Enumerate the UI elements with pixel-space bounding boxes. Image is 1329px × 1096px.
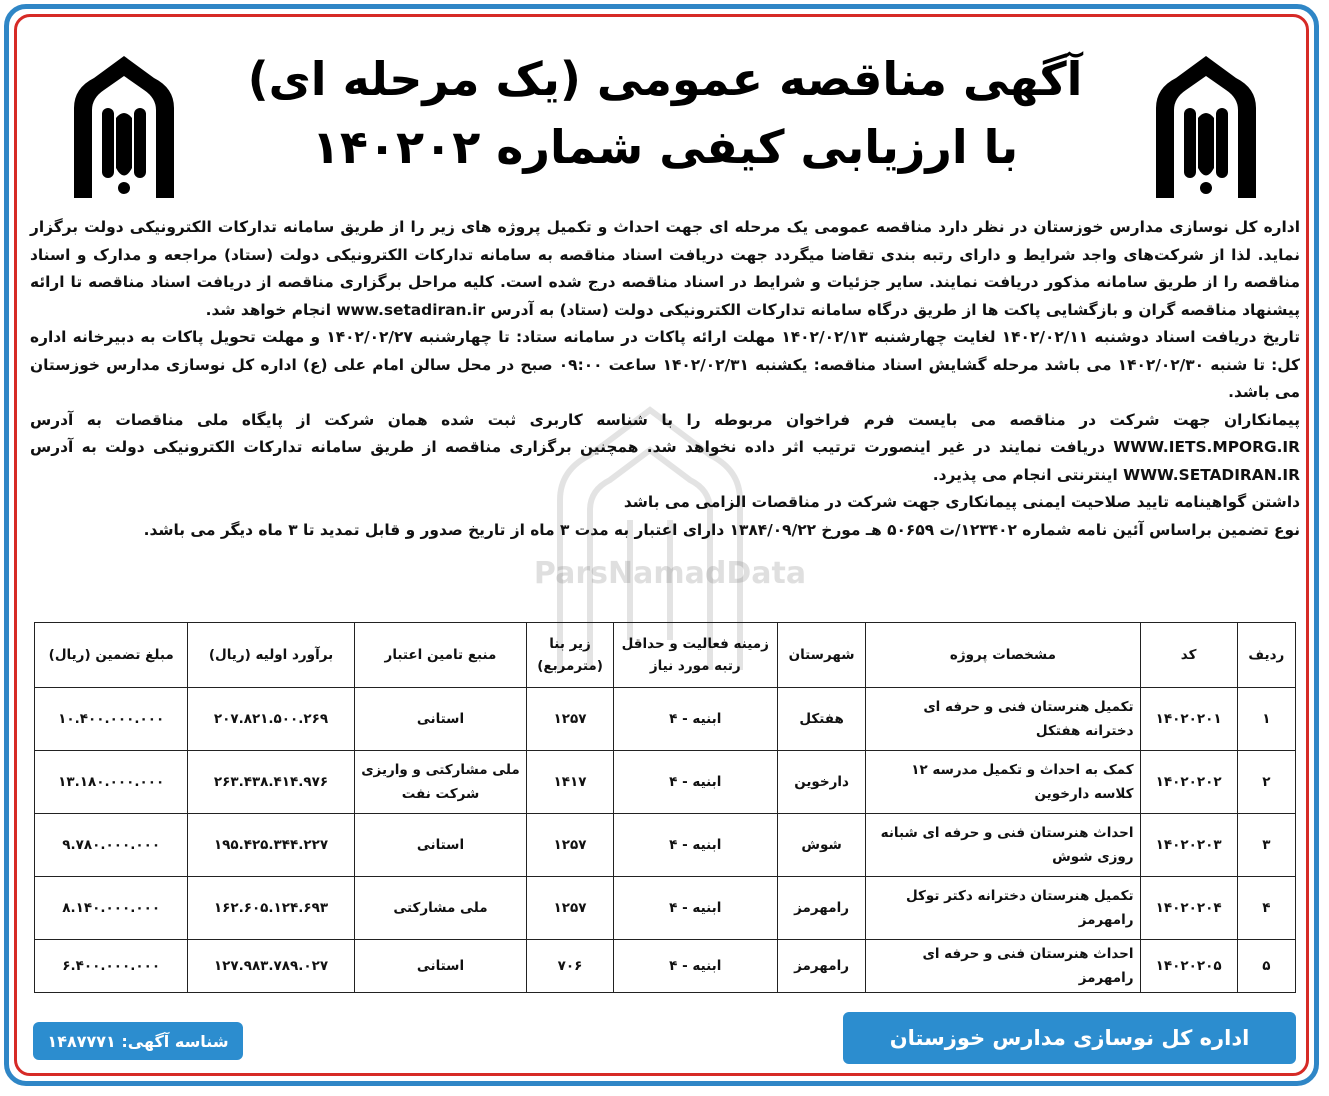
header-estimate: برآورد اولیه (ریال) [188,623,354,688]
header-row-number: ردیف [1237,623,1295,688]
body-paragraph-4: داشتن گواهینامه تایید صلاحیت ایمنی پیمانکاری جهت شرکت در مناقصات الزامی می باشد [623,493,1300,511]
cell-city: شوش [777,814,866,877]
body-paragraph-3: پیمانکاران جهت شرکت در مناقصه می بایست فرم فراخوان مربوطه را با شناسه کاربری ثبت شده همان شرکت از پایگاه ملی مناقصات به آدرس WWW.IETS.MPORG.IR دریافت نمایند در غیر اینصورت ترتیب اثر داده نخواهد شد. همچنین برگزاری مناقصه از طریق سامانه تدارکات الکترونیکی دولت به آدرس WWW.SETADIRAN.IR اینترنتی انجام می پذیرد. [30,410,1300,484]
header-city: شهرستان [777,623,866,688]
page-subtitle: با ارزیابی کیفی شماره ۱۴۰۲۰۲ [311,120,1019,174]
cell-field: ابنیه - ۴ [613,940,777,993]
cell-code: ۱۴۰۲۰۲۰۴ [1140,877,1237,940]
header-project: مشخصات پروژه [866,623,1140,688]
cell-guarantee: ۶.۴۰۰.۰۰۰.۰۰۰ [35,940,188,993]
cell-area: ۷۰۶ [527,940,613,993]
body-paragraph-2: تاریخ دریافت اسناد دوشنبه ۱۴۰۲/۰۲/۱۱ لغایت چهارشنبه ۱۴۰۲/۰۲/۱۳ مهلت ارائه پاکات در سامانه ستاد: تا چهارشنبه ۱۴۰۲/۰۲/۲۷ و مهلت تحویل پاکات به دبیرخانه اداره کل: تا شنبه ۱۴۰۲/۰۲/۳۰ می باشد مرحله گشایش اسناد مناقصه: یکشنبه ۱۴۰۲/۰۲/۳۱ ساعت ۰۹:۰۰ صبح در محل سالن امام علی (ع) اداره کل نوسازی مدارس خوزستان می باشد. [30,328,1301,401]
cell-guarantee: ۸.۱۴۰.۰۰۰.۰۰۰ [35,877,188,940]
header-source: منبع تامین اعتبار [354,623,527,688]
cell-field: ابنیه - ۴ [613,877,777,940]
cell-project: تکمیل هنرستان دخترانه دکتر توکل رامهرمز [866,877,1140,940]
cell-city: رامهرمز [777,940,866,993]
cell-city: دارخوین [777,751,866,814]
cell-code: ۱۴۰۲۰۲۰۳ [1140,814,1237,877]
body-paragraph-5: نوع تضمین براساس آئین نامه شماره ۱۲۳۴۰۲/ت ۵۰۶۵۹ هـ مورخ ۱۳۸۴/۰۹/۲۲ دارای اعتبار به مدت ۳ ماه از تاریخ صدور و قابل تمدید تا ۳ ماه دیگر می باشد. [143,520,1300,539]
cell-row: ۳ [1237,814,1295,877]
cell-estimate: ۱۲۷.۹۸۳.۷۸۹.۰۲۷ [188,940,354,993]
table-row [35,751,1296,814]
table-row [35,940,1296,993]
cell-area: ۱۲۵۷ [527,877,613,940]
cell-guarantee: ۱۰.۴۰۰.۰۰۰.۰۰۰ [35,688,188,751]
cell-row: ۴ [1237,877,1295,940]
cell-source: استانی [354,688,527,751]
table-row [35,814,1296,877]
cell-area: ۱۲۵۷ [527,814,613,877]
cell-source: استانی [354,814,527,877]
table-row [35,688,1296,751]
cell-estimate: ۲۰۷.۸۲۱.۵۰۰.۲۶۹ [188,688,354,751]
cell-project: تکمیل هنرستان فنی و حرفه ای دخترانه هفتکل [866,688,1140,751]
cell-estimate: ۱۹۵.۴۲۵.۳۴۴.۲۲۷ [188,814,354,877]
cell-area: ۱۴۱۷ [527,751,613,814]
cell-city: رامهرمز [777,877,866,940]
cell-guarantee: ۹.۷۸۰.۰۰۰.۰۰۰ [35,814,188,877]
header-code: کد [1140,623,1237,688]
table-header-row [35,623,1296,688]
cell-project: احداث هنرستان فنی و حرفه ای شبانه روزی شوش [866,814,1140,877]
cell-guarantee: ۱۳.۱۸۰.۰۰۰.۰۰۰ [35,751,188,814]
cell-code: ۱۴۰۲۰۲۰۲ [1140,751,1237,814]
header-area: زیر بنا (مترمربع) [527,623,613,688]
cell-field: ابنیه - ۴ [613,814,777,877]
page-title: آگهی مناقصه عمومی (یک مرحله ای) [247,52,1083,106]
cell-city: هفتکل [777,688,866,751]
cell-row: ۵ [1237,940,1295,993]
announcement-body [30,214,1300,544]
cell-source: استانی [354,940,527,993]
cell-code: ۱۴۰۲۰۲۰۵ [1140,940,1237,993]
ministry-logo-right-icon [1146,48,1266,198]
cell-field: ابنیه - ۴ [613,688,777,751]
cell-row: ۱ [1237,688,1295,751]
cell-area: ۱۲۵۷ [527,688,613,751]
cell-estimate: ۱۶۲.۶۰۵.۱۲۴.۶۹۳ [188,877,354,940]
watermark-text: ParsNamadData [533,556,807,591]
header-guarantee: مبلغ تضمین (ریال) [35,623,188,688]
header-field: زمینه فعالیت و حداقل رتبه مورد نیاز [613,623,777,688]
cell-estimate: ۲۶۳.۴۳۸.۴۱۴.۹۷۶ [188,751,354,814]
projects-table [34,622,1296,993]
cell-project: کمک به احداث و تکمیل مدرسه ۱۲ کلاسه دارخوین [866,751,1140,814]
cell-project: احداث هنرستان فنی و حرفه ای رامهرمز [866,940,1140,993]
body-paragraph-1: اداره کل نوسازی مدارس خوزستان در نظر دارد مناقصه عمومی یک مرحله ای جهت احداث و تکمیل پروژه های زیر را از طریق سامانه تدارکات الکترونیکی دولت برگزار نماید. لذا از شرکت‌های واجد شرایط و دارای رتبه بندی تقاضا میگردد جهت دریافت اسناد مناقصه به سامانه تدارکات الکترونیکی دولت (ستاد) مراجعه و مدارک و اسناد مناقصه را از طریق سامانه مذکور دریافت نمایند. سایر جزئیات و شرایط در اسناد مناقصه درج شده است. کلیه مراحل برگزاری مناقصه از دریافت اسناد مناقصه تا ارائه پیشنهاد مناقصه گران و بازگشایی پاکت ها از طریق درگاه سامانه تدارکات الکترونیکی دولت (ستاد) به آدرس www.setadiran.ir انجام خواهد شد. [30,218,1300,319]
cell-field: ابنیه - ۴ [613,751,777,814]
table-row [35,877,1296,940]
ad-id-badge: شناسه آگهی: ۱۴۸۷۷۷۱ [33,1022,243,1060]
cell-row: ۲ [1237,751,1295,814]
cell-source: ملی مشارکتی و واریزی شرکت نفت [354,751,527,814]
cell-code: ۱۴۰۲۰۲۰۱ [1140,688,1237,751]
ministry-logo-left-icon [64,48,184,198]
cell-source: ملی مشارکتی [354,877,527,940]
organization-name-banner: اداره کل نوسازی مدارس خوزستان [843,1012,1296,1064]
